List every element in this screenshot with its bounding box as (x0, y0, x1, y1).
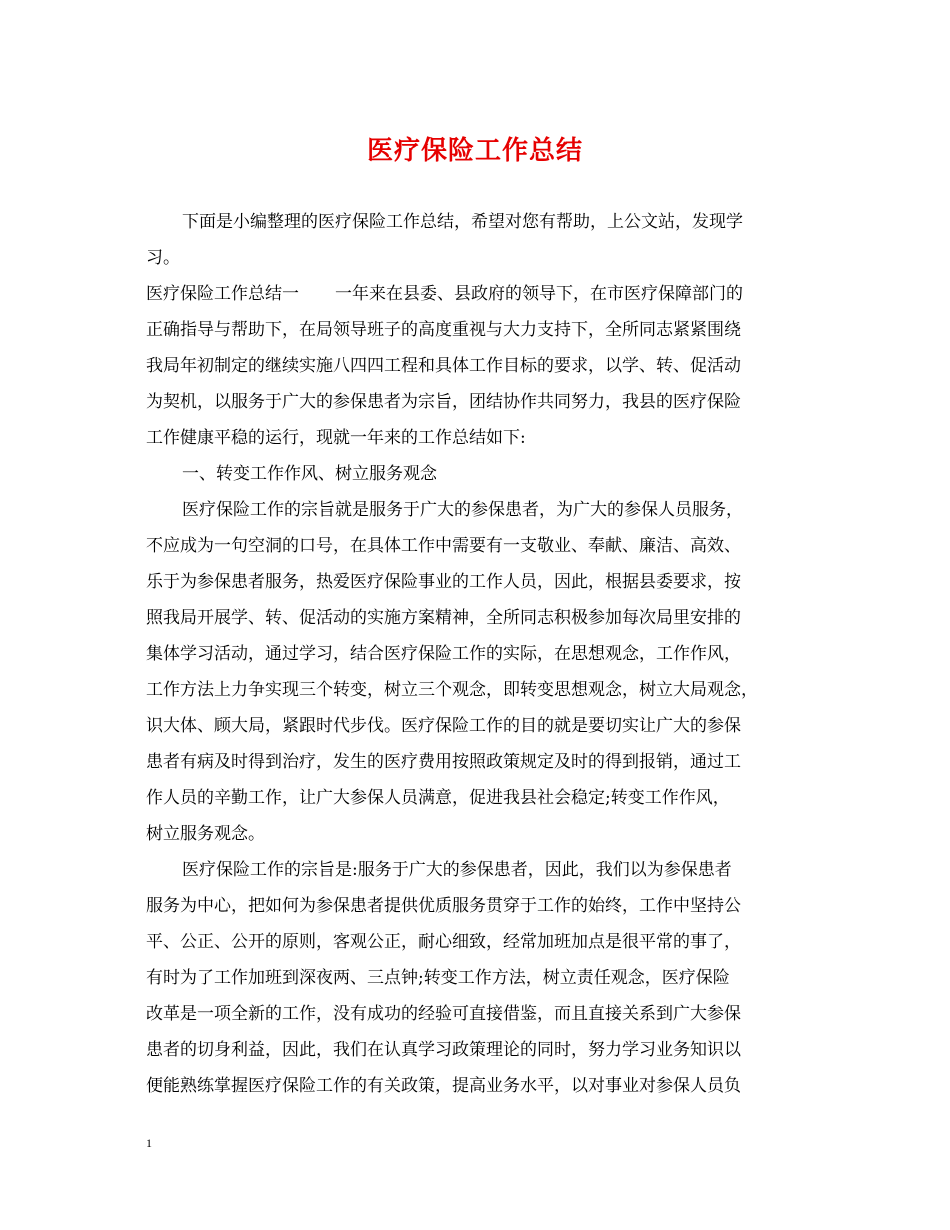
text-line: 乐于为参保患者服务，热爱医疗保险事业的工作人员，因此，根据县委要求，按 (146, 572, 741, 592)
text-line: 为契机，以服务于广大的参保患者为宗旨，团结协作共同努力，我县的医疗保险 (146, 392, 741, 412)
text-line: 树立服务观念。 (146, 824, 265, 844)
text-line: 便能熟练掌握医疗保险工作的有关政策，提高业务水平，以对事业对参保人员负 (146, 1076, 741, 1096)
text-line: 工作健康平稳的运行，现就一年来的工作总结如下: (146, 428, 526, 448)
section-heading: 一、转变工作作风、树立服务观念 (182, 464, 437, 484)
text-line: 有时为了工作加班到深夜两、三点钟;转变工作方法，树立责任观念，医疗保险 (146, 968, 730, 988)
text-line: 习。 (146, 248, 180, 268)
text-line: 识大体、顾大局，紧跟时代步伐。医疗保险工作的目的就是要切实让广大的参保 (146, 716, 741, 736)
text-line: 改革是一项全新的工作，没有成功的经验可直接借鉴，而且直接关系到广大参保 (146, 1004, 741, 1024)
text-line: 医疗保险工作的宗旨就是服务于广大的参保患者，为广大的参保人员服务， (182, 500, 743, 520)
text-line: 医疗保险工作的宗旨是:服务于广大的参保患者，因此，我们以为参保患者 (182, 860, 732, 880)
text-line: 平、公正、公开的原则，客观公正，耐心细致，经常加班加点是很平常的事了， (146, 932, 741, 952)
section-heading: 医疗保险工作总结一 (146, 284, 299, 304)
text-line: 我局年初制定的继续实施八四四工程和具体工作目标的要求，以学、转、促活动 (146, 356, 741, 376)
document-title: 医疗保险工作总结 (366, 136, 583, 166)
text-line: 集体学习活动，通过学习，结合医疗保险工作的实际，在思想观念，工作作风， (146, 644, 741, 664)
text-line: 正确指导与帮助下，在局领导班子的高度重视与大力支持下，全所同志紧紧围绕 (146, 320, 741, 340)
text-line: 服务为中心，把如何为参保患者提供优质服务贯穿于工作的始终，工作中坚持公 (146, 896, 741, 916)
text-line: 不应成为一句空洞的口号，在具体工作中需要有一支敬业、奉献、廉洁、高效、 (146, 536, 741, 556)
text-line: 照我局开展学、转、促活动的实施方案精神，全所同志积极参加每次局里安排的 (146, 608, 741, 628)
text-line: 患者的切身利益，因此，我们在认真学习政策理论的同时，努力学习业务知识以 (146, 1040, 741, 1060)
text-line: 作人员的辛勤工作，让广大参保人员满意，促进我县社会稳定;转变工作作风， (146, 788, 730, 808)
text-line (146, 284, 743, 304)
text-span: 一年来在县委、县政府的领导下，在市医疗保障部门的 (335, 284, 743, 304)
page-number: 1 (146, 1136, 152, 1150)
text-line: 下面是小编整理的医疗保险工作总结，希望对您有帮助，上公文站，发现学 (182, 212, 743, 232)
text-line: 患者有病及时得到治疗，发生的医疗费用按照政策规定及时的得到报销，通过工 (146, 752, 741, 772)
text-line: 工作方法上力争实现三个转变，树立三个观念，即转变思想观念，树立大局观念， (146, 680, 758, 700)
